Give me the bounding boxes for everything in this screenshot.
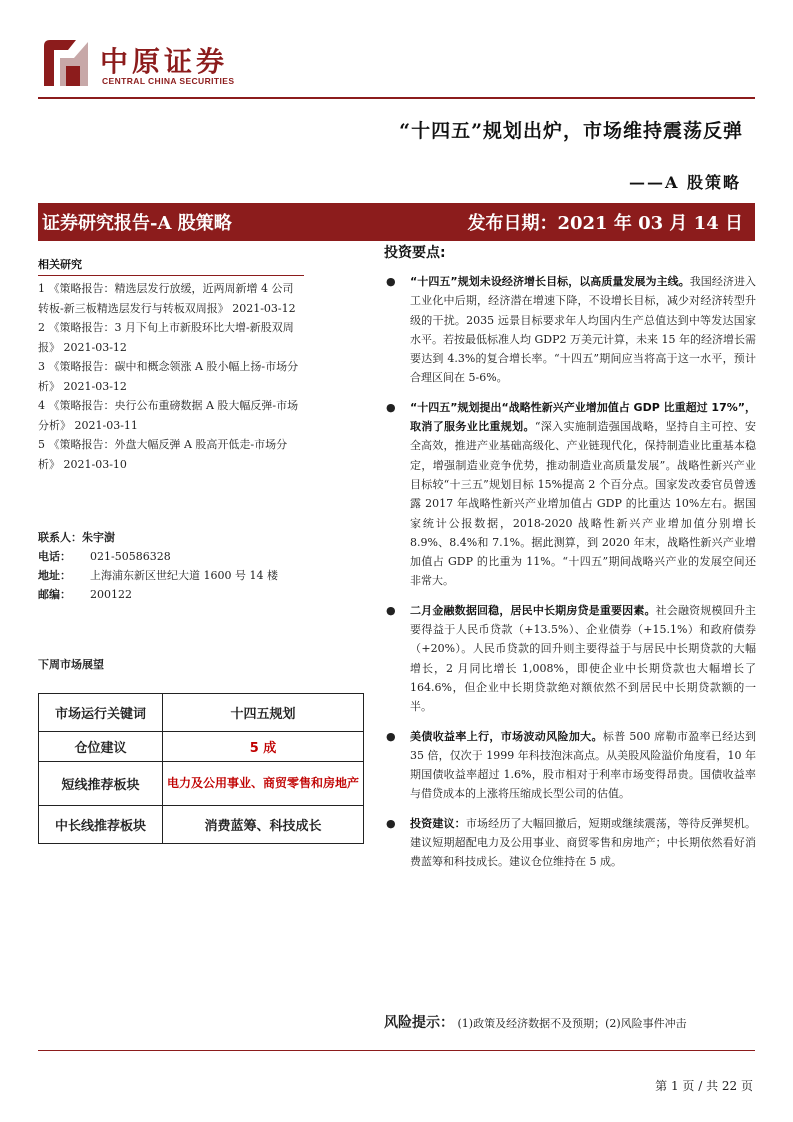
- table-key-cell: 仓位建议: [39, 732, 163, 762]
- key-point-body: 我国经济进入工业化中后期，经济潜在增速下降，不设增长目标，减少对经济转型升级的干扰。2035 远景目标要求年人均国内生产总值达到中等发达国家水平。若按最低标准人均 GDP2 万美元计算，未来 15 年的经济增长需要达到 4.3%的复合增长率。“十四五”期间应当将高于这一水平，预计合理区间在 5-6%。: [410, 275, 756, 385]
- contact-zip-row: [38, 585, 278, 604]
- market-outlook-label: 下周市场展望: [38, 658, 104, 671]
- position-advice-value: 5 成: [163, 732, 364, 762]
- table-key-cell: 市场运行关键词: [39, 694, 163, 732]
- related-research: [38, 256, 304, 474]
- key-points: [384, 242, 756, 882]
- key-points-title: 投资要点:: [384, 245, 446, 261]
- key-points-list: [384, 272, 756, 872]
- contact-address: 上海浦东新区世纪大道 1600 号 14 楼: [90, 569, 278, 582]
- contact-person-label: 联系人：: [38, 531, 82, 544]
- related-research-item[interactable]: 4 《策略报告：央行公布重磅数据 A 股大幅反弹-市场分析》 2021-03-11: [38, 399, 299, 432]
- logo-english-name: CENTRAL CHINA SECURITIES: [102, 76, 235, 86]
- report-subtitle: ——A 股策略: [629, 173, 741, 192]
- table-row: [39, 694, 364, 732]
- header-divider: [38, 97, 755, 99]
- table-value-cell: 消费蓝筹、科技成长: [163, 806, 364, 844]
- page-number: 第 1 页 / 共 22 页: [655, 1079, 753, 1093]
- related-research-item[interactable]: 3 《策略报告：碳中和概念领涨 A 股小幅上扬-市场分析》 2021-03-12: [38, 360, 299, 393]
- key-point-lead: “十四五”规划提出“战略性新兴产业增加值占 GDP 比重超过 17%”，取消了服务业比重规划。: [410, 400, 756, 434]
- key-point-lead: “十四五”规划未设经济增长目标，以高质量发展为主线。: [410, 275, 690, 288]
- contact-zip: 200122: [90, 588, 132, 601]
- key-point-lead: 投资建议：: [410, 816, 466, 830]
- key-point-body: 市场经历了大幅回撤后，短期或继续震荡，等待反弹契机。建议短期超配电力及公用事业、商贸零售和房地产；中长期依然看好消费蓝筹和科技成长。建议仓位维持在 5 成。: [410, 816, 757, 869]
- key-point-body: 社会融资规模回升主要得益于人民币贷款（+13.5%）、企业债券（+15.1%）和政府债券（+20%）。人民币贷款的回升则主要得益于与居民中长期贷款的大幅增长，2 月同比增长 1,008%，即使企业中长期贷款也大幅增长了 164.6%，但企业中长期贷款绝对额依然不到居民中长期贷款额的一半。: [410, 603, 757, 714]
- table-key-cell: 短线推荐板块: [39, 762, 163, 806]
- contact-phone-label: 电话：: [38, 550, 71, 563]
- contact-address-row: [38, 566, 278, 585]
- risk-label: 风险提示：: [384, 1015, 454, 1031]
- related-research-item[interactable]: 1 《策略报告：精选层发行放缓，近两周新增 4 公司转板-新三板精选层发行与转板双周报》 2021-03-12: [38, 282, 296, 315]
- bullet-icon: ●: [386, 603, 396, 617]
- key-point-lead: 二月金融数据回稳，居民中长期房贷是重要因素。: [410, 603, 656, 617]
- list-item: [384, 272, 756, 388]
- footer-divider: [38, 1050, 755, 1051]
- related-research-divider: [38, 275, 304, 276]
- contact-info: [38, 528, 278, 604]
- table-key-cell: 中长线推荐板块: [39, 806, 163, 844]
- contact-person-row: [38, 528, 278, 547]
- report-banner: [38, 203, 755, 241]
- bullet-icon: ●: [386, 816, 396, 830]
- related-research-item[interactable]: 2 《策略报告：3 月下旬上市新股环比大增-新股双周报》 2021-03-12: [38, 321, 294, 354]
- related-research-label: 相关研究: [38, 258, 82, 271]
- key-point-body: “深入实施制造强国战略，坚持自主可控、安全高效，推进产业基础高级化、产业链现代化，保持制造业比重基本稳定，增强制造业竞争优势，推动制造业高质量发展”。战略性新兴产业目标较“十三五”规划目标 15%提高 2 个百分点。国家发改委官员曾透露 2017 年战略性新兴产业增加值占 GDP 的比重达 10%左右。据国家统计公报数据，2018-2020 战略性新兴产业增加值分别增长 8.9%、8.4%和 7.1%。据此测算，到 2020 年末，战略性新兴产业增加值占 GDP 的比重为 11%。“十四五”期间战略兴产业的发展空间还非常大。: [410, 420, 757, 588]
- list-item: [384, 398, 756, 591]
- contact-zip-label: 邮编：: [38, 588, 71, 601]
- publish-date: 发布日期：2021 年 03 月 14 日: [467, 213, 743, 234]
- bullet-icon: ●: [386, 275, 396, 288]
- short-term-sectors-value: 电力及公用事业、商贸零售和房地产: [163, 762, 364, 806]
- risk-text: (1)政策及经济数据不及预期；(2)风险事件冲击: [457, 1017, 687, 1030]
- related-research-item[interactable]: 5 《策略报告：外盘大幅反弹 A 股高开低走-市场分析》 2021-03-10: [38, 438, 288, 471]
- logo-mark-icon: [38, 36, 94, 92]
- risk-warning: [384, 1012, 756, 1032]
- table-row: [39, 762, 364, 806]
- key-point-lead: 美债收益率上行，市场波动风险加大。: [410, 729, 603, 743]
- related-research-list: [38, 279, 304, 474]
- report-title: “十四五”规划出炉，市场维持震荡反弹: [399, 120, 743, 142]
- contact-person: 朱宇澍: [82, 531, 115, 544]
- list-item: [384, 727, 756, 804]
- table-row: [39, 732, 364, 762]
- contact-phone: 021-50586328: [90, 550, 171, 563]
- key-point-body: 标普 500 席勒市盈率已经达到 35 倍，仅次于 1999 年科技泡沫高点。从美股风险溢价角度看，10 年期国债收益率超过 1.6%，股市相对于利率市场变得昂贵。国债收益率与借贷成本的上涨将压缩成长型公司的估值。: [410, 729, 757, 801]
- logo-chinese-name: 中原证券: [100, 45, 229, 78]
- table-row: [39, 806, 364, 844]
- contact-address-label: 地址：: [38, 569, 71, 582]
- contact-phone-row: [38, 547, 278, 566]
- bullet-icon: ●: [386, 400, 396, 414]
- list-item: [384, 601, 756, 717]
- list-item: [384, 814, 756, 872]
- table-value-cell: 十四五规划: [163, 694, 364, 732]
- market-outlook-table: [38, 693, 364, 844]
- bullet-icon: ●: [386, 729, 396, 743]
- report-category: 证券研究报告-A 股策略: [42, 213, 232, 234]
- company-logo: [38, 36, 258, 92]
